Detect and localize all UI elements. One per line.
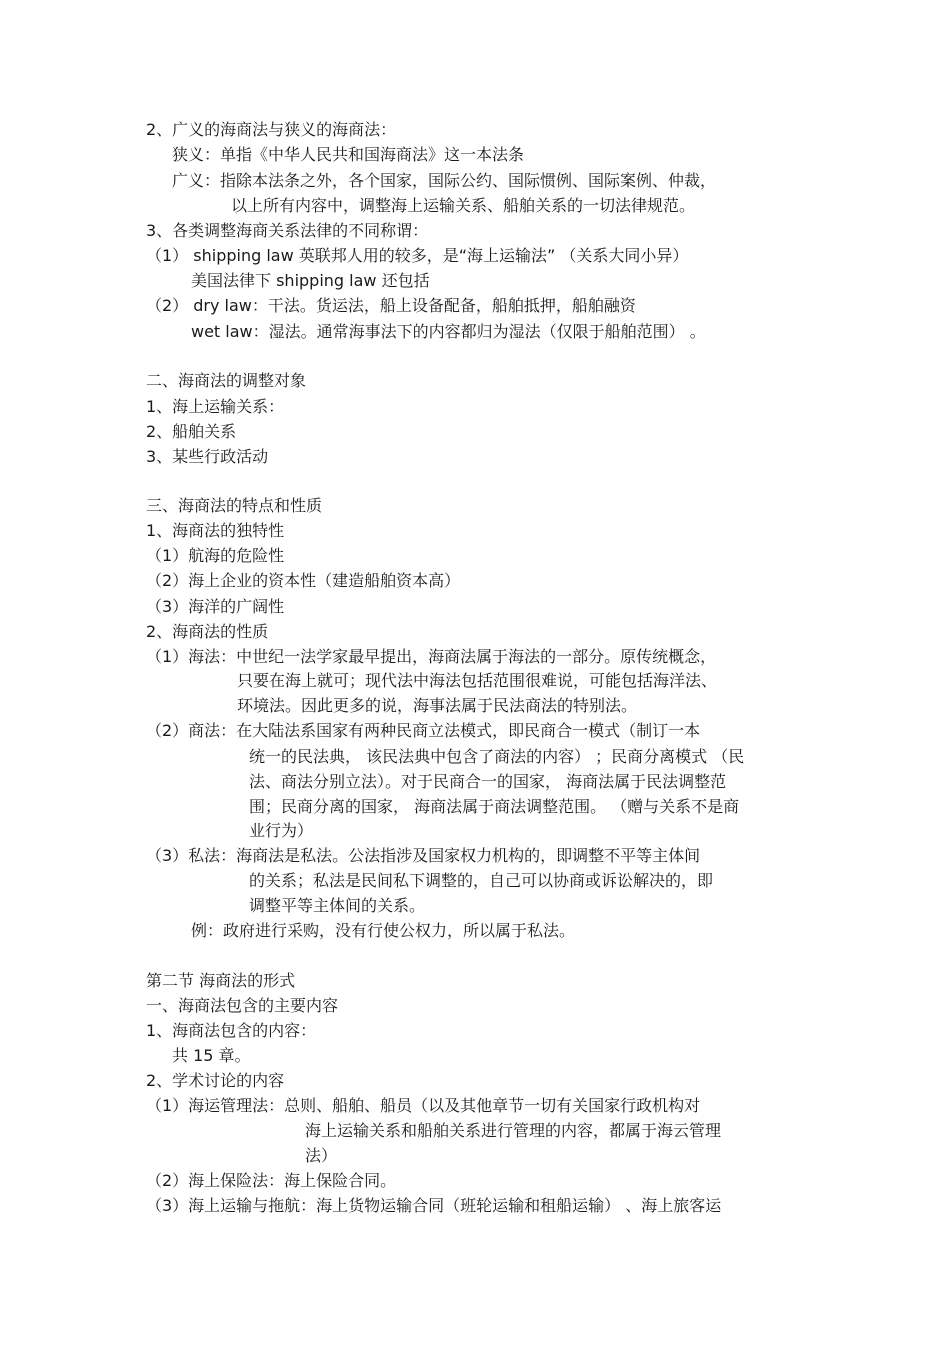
text-line: 环境法。因此更多的说，海事法属于民法商法的特别法。 <box>237 696 638 715</box>
text-line: 1、海商法的独特性 <box>146 521 285 540</box>
section-heading: 2、广义的海商法与狭义的海商法： <box>146 120 397 139</box>
text-line: 2、海商法的性质 <box>146 622 269 641</box>
text-line: （1）航海的危险性 <box>146 546 285 565</box>
text-line: （2）海上保险法：海上保险合同。 <box>146 1171 397 1190</box>
text-line: 共 15 章。 <box>172 1046 251 1065</box>
text-line: （1） shipping law 英联邦人用的较多，是“海上运输法” （关系大同小异） <box>146 246 689 265</box>
section-heading: 第二节 海商法的形式 <box>146 971 296 990</box>
text-line: 调整平等主体间的关系。 <box>249 896 426 915</box>
text-line: 统一的民法典， 该民法典中包含了商法的内容） ；民商分离模式 （民 <box>249 747 745 766</box>
text-line: （1）海法：中世纪一法学家最早提出，海商法属于海法的一部分。原传统概念， <box>146 647 717 666</box>
text-line: （2） dry law：干法。货运法，船上设备配备，船舶抵押，船舶融资 <box>146 296 636 315</box>
text-line: 只要在海上就可；现代法中海法包括范围很难说，可能包括海洋法、 <box>237 671 718 690</box>
section-heading: 3、各类调整海商关系法律的不同称谓： <box>146 221 429 240</box>
text-line: （2）海上企业的资本性（建造船舶资本高） <box>146 571 461 590</box>
text-line: wet law：湿法。通常海事法下的内容都归为湿法（仅限于船舶范围） 。 <box>191 322 706 341</box>
text-line: 2、学术讨论的内容 <box>146 1071 285 1090</box>
text-line: 1、海上运输关系： <box>146 397 285 416</box>
text-line: 法、商法分别立法）。对于民商合一的国家， 海商法属于民法调整范 <box>249 772 727 791</box>
text-line: 例：政府进行采购，没有行使公权力，所以属于私法。 <box>191 921 576 940</box>
text-line: 3、某些行政活动 <box>146 447 269 466</box>
text-line: （3）海上运输与拖航：海上货物运输合同（班轮运输和租船运输） 、海上旅客运 <box>146 1196 722 1215</box>
text-line: （2）商法：在大陆法系国家有两种民商立法模式，即民商合一模式（制订一本 <box>146 721 701 740</box>
text-line: 围；民商分离的国家， 海商法属于商法调整范围。 （赠与关系不是商 <box>249 797 740 816</box>
text-line: 狭义：单指《中华人民共和国海商法》这一本法条 <box>172 145 525 164</box>
text-line: 海上运输关系和船舶关系进行管理的内容，都属于海云管理 <box>305 1121 722 1140</box>
text-line: 一、海商法包含的主要内容 <box>146 996 339 1015</box>
text-line: 美国法律下 shipping law 还包括 <box>191 271 430 290</box>
text-line: 法） <box>305 1146 338 1165</box>
text-line: 以上所有内容中，调整海上运输关系、船舶关系的一切法律规范。 <box>231 196 696 215</box>
text-line: （3）海洋的广阔性 <box>146 597 285 616</box>
section-heading: 二、海商法的调整对象 <box>146 371 307 390</box>
text-line: 广义：指除本法条之外，各个国家，国际公约、国际惯例、国际案例、仲裁， <box>172 171 717 190</box>
text-line: 业行为） <box>249 821 314 840</box>
text-line: 的关系；私法是民间私下调整的，自己可以协商或诉讼解决的，即 <box>249 871 714 890</box>
text-line: （1）海运管理法：总则、船舶、船员（以及其他章节一切有关国家行政机构对 <box>146 1096 701 1115</box>
text-line: 1、海商法包含的内容： <box>146 1021 317 1040</box>
section-heading: 三、海商法的特点和性质 <box>146 496 323 515</box>
text-line: 2、船舶关系 <box>146 422 237 441</box>
text-line: （3）私法：海商法是私法。公法指涉及国家权力机构的，即调整不平等主体间 <box>146 846 701 865</box>
